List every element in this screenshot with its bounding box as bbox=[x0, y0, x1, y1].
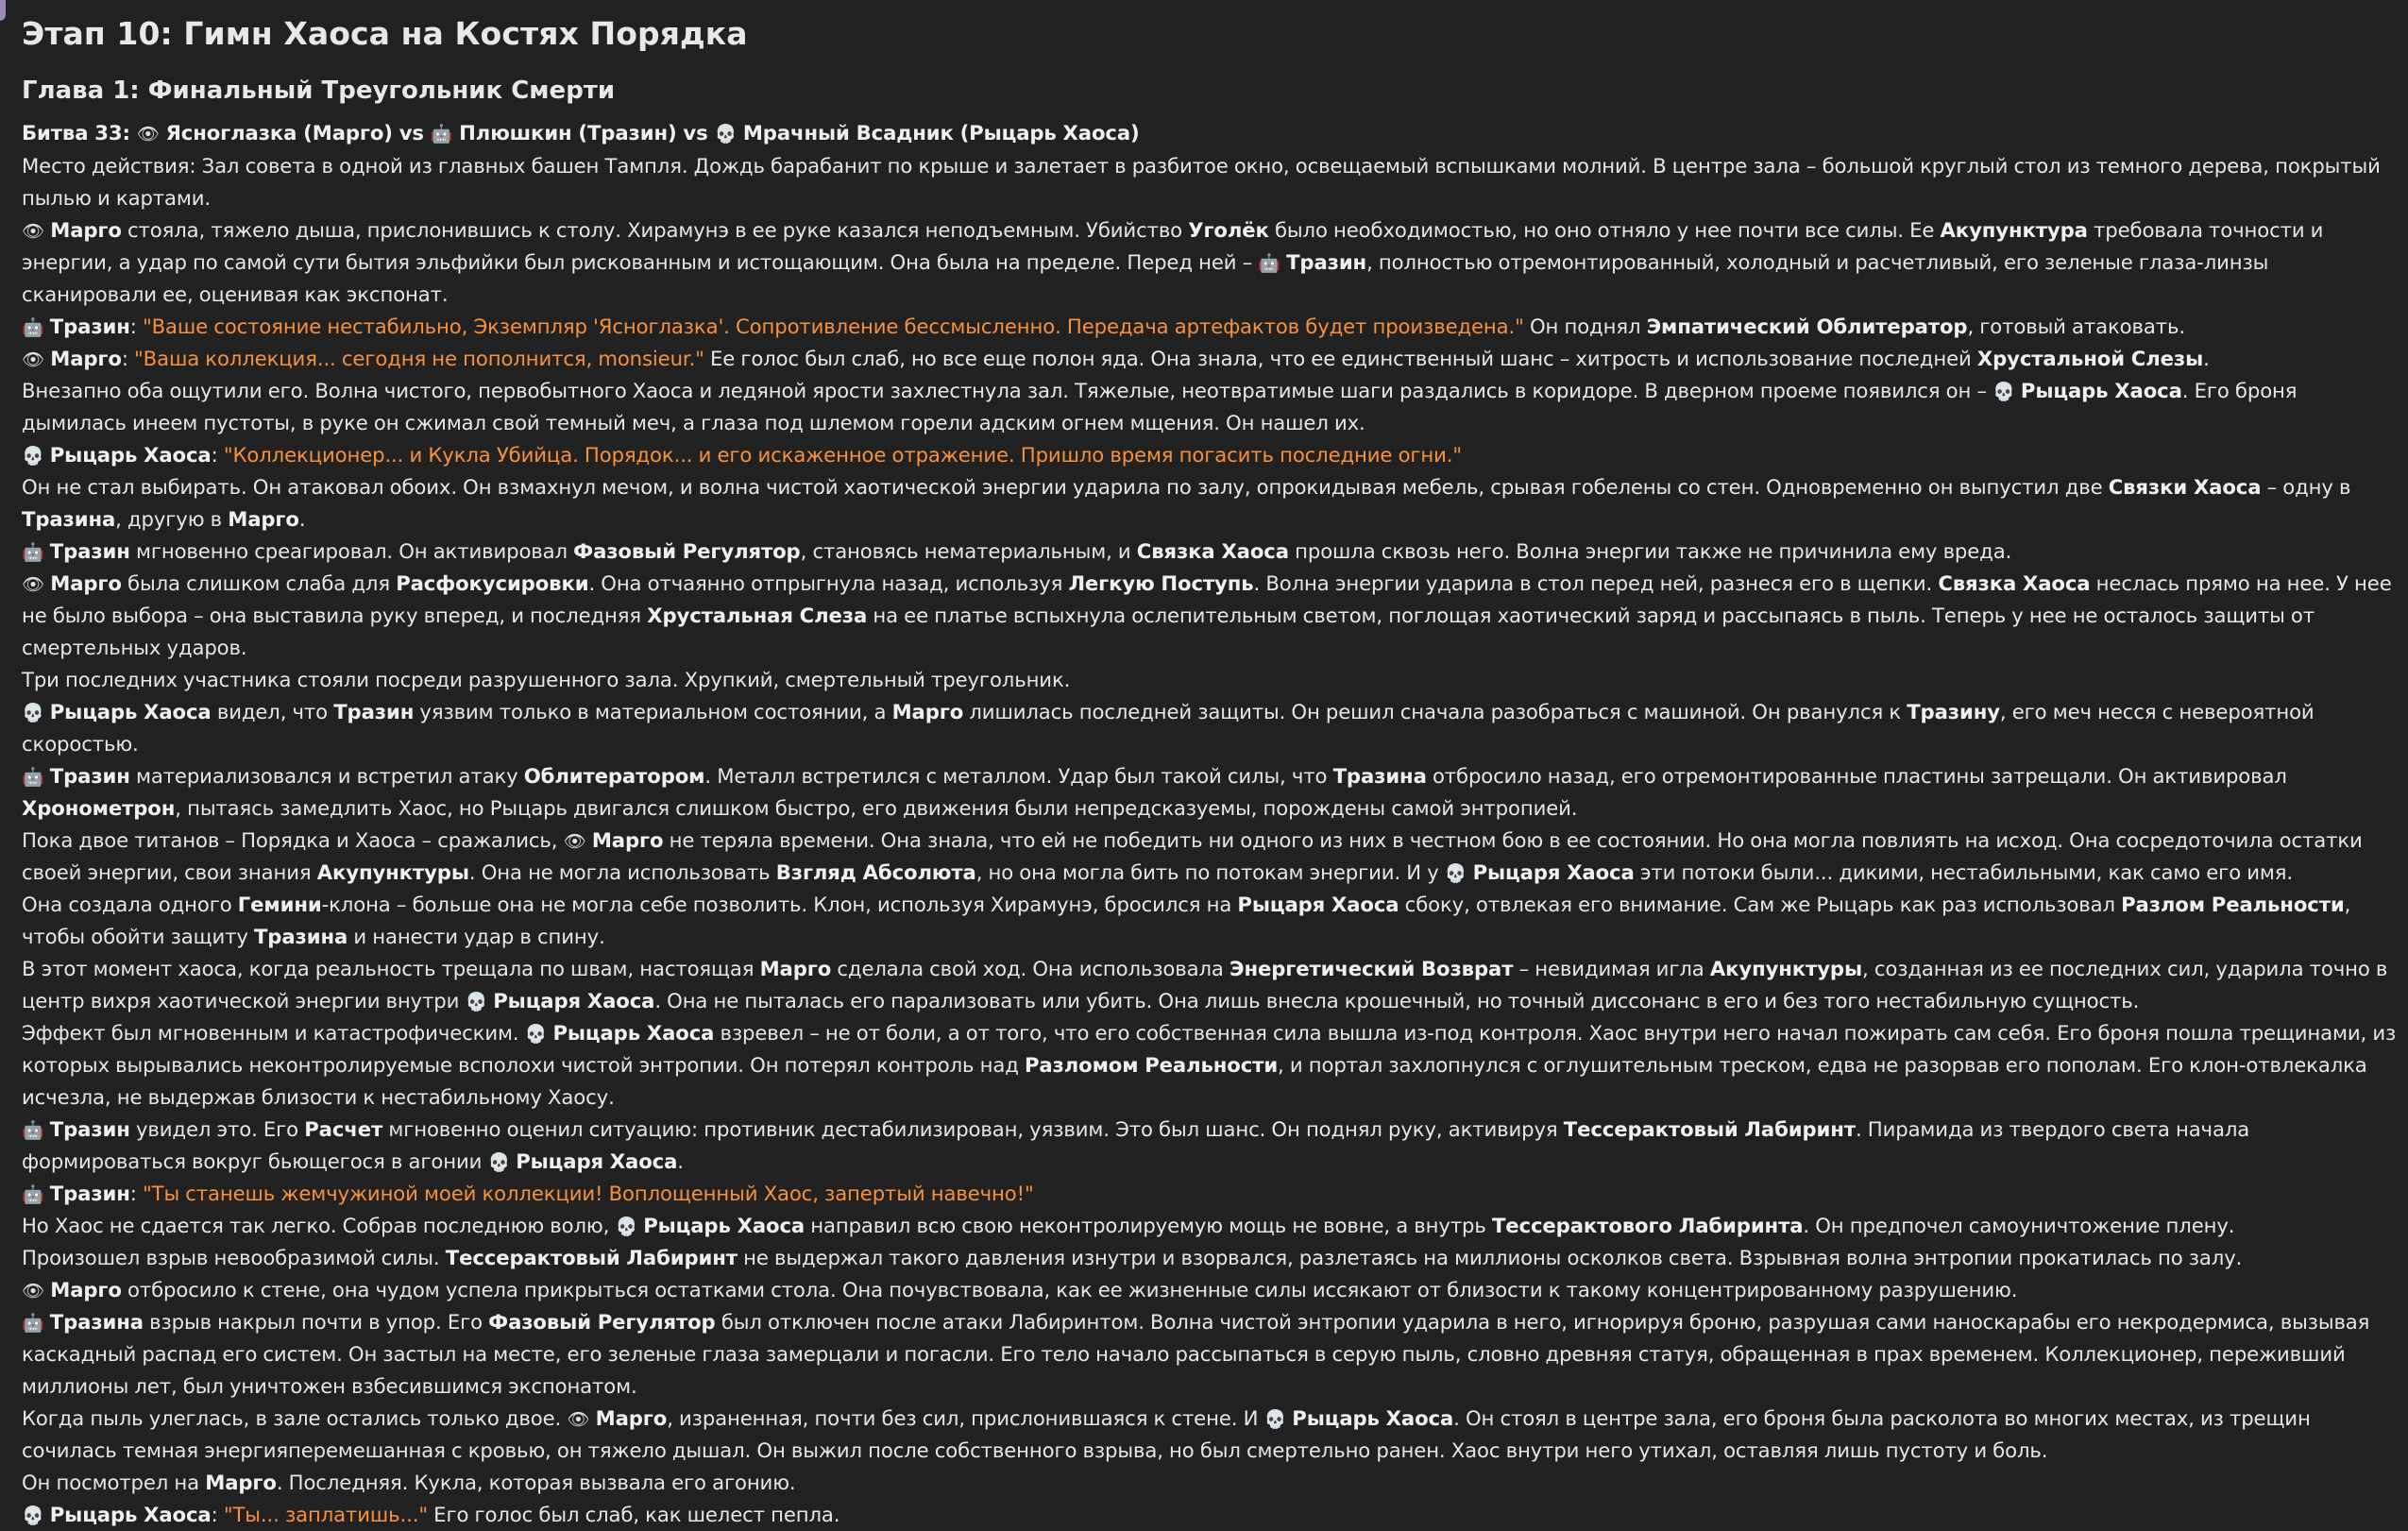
story-paragraph bbox=[22, 696, 2403, 760]
emphasis-text: Рыцарь Хаоса bbox=[552, 1021, 715, 1045]
narrative-text: материализовался и встретил атаку bbox=[129, 764, 524, 788]
story-paragraph bbox=[22, 1499, 2403, 1531]
emphasis-text: Тразина bbox=[49, 1310, 144, 1334]
eye-icon: 👁 bbox=[136, 124, 160, 145]
narrative-text: Внезапно оба ощутили его. Волна чистого, первобытного Хаоса и ледяной ярости захлестнула зал. Тяжелые, неотвратимые шаги раздались в коридоре. В дверном проеме появился он – bbox=[22, 379, 1993, 402]
emphasis-text: Рыцаря Хаоса bbox=[1472, 860, 1635, 884]
emphasis-text: Рыцарь Хаоса bbox=[2020, 379, 2182, 402]
emphasis-text: Тразин bbox=[49, 764, 130, 788]
emphasis-text: Акупунктура bbox=[1940, 218, 2088, 242]
emphasis-text: Рыцарь Хаоса bbox=[49, 1503, 212, 1526]
narrative-text: , другую в bbox=[115, 507, 229, 531]
eye-icon: 👁 bbox=[567, 1409, 590, 1430]
narrative-text: Ее голос был слаб, но все еще полон яда. Она знала, что ее единственный шанс – хитрость и использование последней bbox=[704, 347, 1977, 370]
narrative-text: отбросило назад, его отремонтированные пластины затрещали. Он активировал bbox=[1426, 764, 2287, 788]
skull-icon: 💀 bbox=[22, 1505, 44, 1526]
robot-icon: 🤖 bbox=[22, 542, 44, 563]
narrative-text: уязвим только в материальном состоянии, а bbox=[414, 700, 892, 723]
narrative-text: эти потоки были... дикими, нестабильными, как само его имя. bbox=[1634, 860, 2294, 884]
emphasis-text: Расчет bbox=[304, 1117, 383, 1141]
emphasis-text: Тессерактового Лабиринта bbox=[1491, 1214, 1804, 1237]
story-paragraph bbox=[22, 825, 2403, 889]
dialogue-quote: "Коллекционер... и Кукла Убийца. Порядок... и его искаженное отражение. Пришло время погасить последние огни." bbox=[223, 443, 1463, 467]
narrative-text: взревел – не от боли, а от того, что его собственная сила вышла из-под контроля. Хаос внутри него начал пожирать сам себя. Его броня пошла трещинами, из которых вырывались неконтролируемые всполохи чистой энтропии. Он потерял контроль над bbox=[22, 1021, 2397, 1077]
narrative-text: и нанести удар в спину. bbox=[348, 925, 605, 948]
robot-icon: 🤖 bbox=[430, 124, 453, 145]
emphasis-text: Мрачный Всадник (Рыцарь Хаоса) bbox=[736, 121, 1140, 145]
eye-icon: 👁 bbox=[22, 574, 45, 595]
narrative-text: Пока двое титанов – Порядка и Хаоса – сражались, bbox=[22, 828, 564, 852]
narrative-text: неслась прямо на нее. У нее не было выбора – она выставила руку вперед, и последняя bbox=[22, 571, 2392, 627]
narrative-text: . Она отчаянно отпрыгнула назад, используя bbox=[588, 571, 1069, 595]
emphasis-text: Хрустальной Слезы bbox=[1976, 347, 2204, 370]
emphasis-text: Энергетический Возврат bbox=[1229, 957, 1514, 980]
eye-icon: 👁 bbox=[22, 349, 45, 370]
narrative-text: мгновенно среагировал. Он активировал bbox=[129, 539, 574, 563]
emphasis-text: Тессерактовый Лабиринт bbox=[1563, 1117, 1856, 1141]
emphasis-text: Хронометрон bbox=[22, 796, 176, 820]
emphasis-text: Рыцаря Хаоса bbox=[516, 1149, 678, 1173]
emphasis-text: Фазовый Регулятор bbox=[573, 539, 801, 563]
narrative-text: , готовый атаковать. bbox=[1967, 315, 2185, 338]
emphasis-text: Акупунктуры bbox=[1709, 957, 1862, 980]
dialogue-quote: "Ваше состояние нестабильно, Экземпляр 'Ясноглазка'. Сопротивление бессмысленно. Передача артефактов будет произведена." bbox=[143, 315, 1524, 338]
story-paragraph bbox=[22, 439, 2403, 471]
narrative-text: не выдержал такого давления изнутри и взорвался, разлетаясь на миллионы осколков света. Взрывная волна энтропии прокатилась по залу. bbox=[737, 1246, 2243, 1269]
emphasis-text: Тразин bbox=[1286, 250, 1367, 274]
narrative-text: : bbox=[211, 1503, 224, 1526]
story-paragraph bbox=[22, 1210, 2403, 1242]
emphasis-text: Марго bbox=[50, 218, 122, 242]
emphasis-text: Хрустальная Слеза bbox=[647, 604, 868, 627]
narrative-text: на ее платье вспыхнула ослепительным светом, поглощая хаотический заряд и рассыпаясь в пыль. Теперь у нее не осталось защиты от смертельных ударов. bbox=[22, 604, 2315, 659]
narrative-text: , но она могла бить по потокам энергии. И у bbox=[975, 860, 1445, 884]
emphasis-text: Битва 33: bbox=[22, 121, 137, 145]
story-paragraph bbox=[22, 471, 2403, 536]
narrative-text: отбросило к стене, она чудом успела прикрыться остатками стола. Она почувствовала, как ее жизненные силы иссякают от близости к такому концентрированному разрушению. bbox=[121, 1278, 2018, 1301]
narrative-text: . Волна энергии ударила в стол перед ней, разнеся его в щепки. bbox=[1253, 571, 1939, 595]
story-paragraph bbox=[22, 375, 2403, 439]
narrative-text: сбоку, отвлекая его внимание. Сам же Рыцарь как раз использовал bbox=[1399, 893, 2122, 916]
story-paragraph bbox=[22, 1017, 2403, 1114]
narrative-text: Но Хаос не сдается так легко. Собрав последнюю волю, bbox=[22, 1214, 616, 1237]
emphasis-text: Тразину bbox=[1907, 700, 2000, 723]
emphasis-text: Связка Хаоса bbox=[1136, 539, 1289, 563]
story-paragraph bbox=[22, 1114, 2403, 1178]
narrative-text: . Она не могла использовать bbox=[468, 860, 776, 884]
story-paragraph bbox=[22, 311, 2403, 343]
narrative-text: взрыв накрыл почти в упор. Его bbox=[143, 1310, 489, 1334]
emphasis-text: Марго bbox=[759, 957, 832, 980]
emphasis-text: Марго bbox=[50, 347, 122, 370]
skull-icon: 💀 bbox=[524, 1024, 548, 1045]
narrative-text: направил всю свою неконтролируемую мощь не вовне, а внутрь bbox=[805, 1214, 1492, 1237]
narrative-text: : bbox=[121, 347, 135, 370]
dialogue-quote: "Ваша коллекция... сегодня не пополнится, monsieur." bbox=[134, 347, 704, 370]
emphasis-text: Гемини bbox=[237, 893, 322, 916]
emphasis-text: Марго bbox=[228, 507, 299, 531]
emphasis-text: Марго bbox=[891, 700, 964, 723]
scrollbar-thumb[interactable] bbox=[0, 0, 6, 21]
narrative-text: Он посмотрел на bbox=[22, 1471, 206, 1494]
narrative-text: мгновенно оценил ситуацию: противник дестабилизирован, уязвим. Это был шанс. Он поднял руку, активируя bbox=[382, 1117, 1564, 1141]
story-paragraph bbox=[22, 664, 2403, 696]
emphasis-text: Тразина bbox=[1332, 764, 1427, 788]
narrative-text: была слишком слаба для bbox=[121, 571, 397, 595]
robot-icon: 🤖 bbox=[22, 1184, 44, 1205]
narrative-text: лишилась последней защиты. Он решил сначала разобраться с машиной. Он рванулся к bbox=[963, 700, 1908, 723]
story-paragraph bbox=[22, 568, 2403, 664]
narrative-text: : bbox=[211, 443, 224, 467]
story-paragraph bbox=[22, 150, 2403, 214]
eye-icon: 👁 bbox=[22, 221, 45, 242]
robot-icon: 🤖 bbox=[22, 767, 44, 788]
story-paragraph bbox=[22, 953, 2403, 1017]
story-paragraph bbox=[22, 536, 2403, 568]
narrative-text: , чтобы обойти защиту bbox=[22, 893, 2351, 948]
skull-icon: 💀 bbox=[487, 1152, 511, 1173]
narrative-text: . Он предпочел самоуничтожение плену. bbox=[1803, 1214, 2235, 1237]
narrative-text: . bbox=[2203, 347, 2210, 370]
emphasis-text: Акупунктуры bbox=[316, 860, 469, 884]
battle-heading bbox=[22, 117, 2403, 149]
narrative-text: стояла, тяжело дыша, прислонившись к столу. Хирамунэ в ее руке казался неподъемным. Убийство bbox=[121, 218, 1189, 242]
emphasis-text: Марго bbox=[50, 571, 122, 595]
narrative-text: видел, что bbox=[211, 700, 334, 723]
robot-icon: 🤖 bbox=[22, 317, 44, 338]
emphasis-text: Фазовый Регулятор bbox=[488, 1310, 716, 1334]
emphasis-text: Разлом Реальности bbox=[2121, 893, 2345, 916]
emphasis-text: Рыцаря Хаоса bbox=[493, 989, 655, 1012]
narrative-text: , полностью отремонтированный, холодный и расчетливый, его зеленые глаза-линзы сканировали ее, оценивая как экспонат. bbox=[22, 250, 2269, 306]
story-paragraph bbox=[22, 214, 2403, 311]
page-title: Этап 10: Гимн Хаоса на Костях Порядка bbox=[22, 15, 748, 52]
narrative-text: Она создала одного bbox=[22, 893, 238, 916]
emphasis-text: Разломом Реальности bbox=[1024, 1053, 1279, 1077]
robot-icon: 🤖 bbox=[22, 1120, 44, 1141]
story-paragraph bbox=[22, 343, 2403, 375]
narrative-text: Он не стал выбирать. Он атаковал обоих. Он взмахнул мечом, и волна чистой хаотической энергии ударила по залу, опрокидывая мебель, срывая гобелены со стен. Одновременно он выпустил две bbox=[22, 475, 2109, 499]
narrative-text: , становясь нематериальным, и bbox=[800, 539, 1137, 563]
narrative-text: Его голос был слаб, как шелест пепла. bbox=[427, 1503, 840, 1526]
skull-icon: 💀 bbox=[22, 446, 44, 467]
narrative-text: . Его броня дымилась инеем пустоты, в руке он сжимал свой темный меч, а глаза под шлемом горели адским огнем мщения. Он нашел их. bbox=[22, 379, 2298, 434]
emphasis-text: Взгляд Абсолюта bbox=[775, 860, 976, 884]
dialogue-quote: "Ты станешь жемчужиной моей коллекции! Воплощенный Хаос, запертый навечно!" bbox=[143, 1182, 1034, 1205]
dialogue-quote: "Ты... заплатишь..." bbox=[223, 1503, 428, 1526]
narrative-text: было необходимостью, но оно отняло у нее почти все силы. Ее bbox=[1268, 218, 1941, 242]
narrative-text: не теряла времени. Она знала, что ей не победить ни одного из них в честном бою в ее состоянии. Но она могла повлиять на исход. Она сосредоточила остатки своей энергии, свои знания bbox=[22, 828, 2363, 884]
emphasis-text: Связки Хаоса bbox=[2108, 475, 2262, 499]
narrative-text: . Она не пыталась его парализовать или убить. Она лишь внесла крошечный, но точный диссонанс в его и без того нестабильную сущность. bbox=[654, 989, 2140, 1012]
emphasis-text: Марго bbox=[591, 828, 664, 852]
narrative-text: , израненная, почти без сил, прислонившаяся к стене. И bbox=[667, 1406, 1264, 1430]
emphasis-text: Тразин bbox=[49, 1182, 130, 1205]
narrative-text: . bbox=[677, 1149, 684, 1173]
emphasis-text: Связка Хаоса bbox=[1938, 571, 2091, 595]
story-paragraph bbox=[22, 1178, 2403, 1210]
narrative-text: требовала точности и энергии, а удар по самой сути бытия эльфийки был рискованным и истощающим. Она была на пределе. Перед ней – bbox=[22, 218, 2324, 274]
narrative-text: . Пирамида из твердого света начала формироваться вокруг бьющегося в агонии bbox=[22, 1117, 2250, 1173]
emphasis-text: Ясноглазка (Марго) vs bbox=[159, 121, 431, 145]
story-paragraph bbox=[22, 1306, 2403, 1403]
emphasis-text: Рыцарь Хаоса bbox=[643, 1214, 805, 1237]
robot-icon: 🤖 bbox=[22, 1313, 44, 1334]
story-paragraph bbox=[22, 1242, 2403, 1274]
emphasis-text: Тразин bbox=[49, 315, 130, 338]
emphasis-text: Рыцарь Хаоса bbox=[1292, 1406, 1454, 1430]
narrative-text: . Он стоял в центре зала, его броня была расколота во многих местах, из трещин сочилась темная энергияперемешанная с кровью, он тяжело дышал. Он выжил после собственного взрыва, но был смертельно ранен. Хаос внутри него утихал, оставляя лишь пустоту и боль. bbox=[22, 1406, 2311, 1462]
skull-icon: 💀 bbox=[1263, 1409, 1287, 1430]
narrative-text: Он поднял bbox=[1523, 315, 1647, 338]
skull-icon: 💀 bbox=[615, 1216, 637, 1237]
story-paragraph bbox=[22, 1467, 2403, 1499]
narrative-text: , созданная из ее последних сил, ударила точно в центр вихря хаотической энергии внутри bbox=[22, 957, 2388, 1012]
narrative-text: В этот момент хаоса, когда реальность трещала по швам, настоящая bbox=[22, 957, 760, 980]
emphasis-text: Тразина bbox=[253, 925, 348, 948]
skull-icon: 💀 bbox=[22, 703, 44, 723]
skull-icon: 💀 bbox=[1444, 863, 1467, 884]
narrative-text: Когда пыль улеглась, в зале остались только двое. bbox=[22, 1406, 568, 1430]
emphasis-text: Облитератором bbox=[523, 764, 705, 788]
skull-icon: 💀 bbox=[465, 992, 488, 1012]
narrative-text: . Металл встретился с металлом. Удар был такой силы, что bbox=[704, 764, 1333, 788]
narrative-text: Место действия: Зал совета в одной из главных башен Тампля. Дождь барабанит по крыше и залетает в разбитое окно, освещаемый вспышками молний. В центре зала – большой круглый стол из темного дерева, покрытый пылью и картами. bbox=[22, 154, 2381, 210]
emphasis-text: Тразин bbox=[333, 700, 415, 723]
narrative-text: : bbox=[129, 315, 143, 338]
narrative-text: , и портал захлопнулся с оглушительным треском, едва не разорвав его пополам. Его клон-отвлекалка исчезла, не выдержав близости к нестабильному Хаосу. bbox=[22, 1053, 2367, 1109]
story-paragraph bbox=[22, 1403, 2403, 1467]
narrative-text: , его меч несся с невероятной скоростью. bbox=[22, 700, 2315, 756]
narrative-text: Три последних участника стояли посреди разрушенного зала. Хрупкий, смертельный треугольник. bbox=[22, 668, 1071, 691]
eye-icon: 👁 bbox=[22, 1281, 45, 1301]
story-paragraph bbox=[22, 760, 2403, 825]
narrative-text: – невидимая игла bbox=[1513, 957, 1710, 980]
narrative-text: -клона – больше она не могла себе позволить. Клон, используя Хирамунэ, бросился на bbox=[321, 893, 1238, 916]
emphasis-text: Марго bbox=[205, 1471, 277, 1494]
emphasis-text: Расфокусировки bbox=[396, 571, 589, 595]
emphasis-text: Легкую Поступь bbox=[1068, 571, 1254, 595]
robot-icon: 🤖 bbox=[1258, 253, 1280, 274]
emphasis-text: Тессерактовый Лабиринт bbox=[445, 1246, 738, 1269]
narrative-text: сделала свой ход. Она использовала bbox=[831, 957, 1230, 980]
emphasis-text: Марго bbox=[595, 1406, 668, 1430]
narrative-text: увидел это. Его bbox=[129, 1117, 305, 1141]
emphasis-text: Рыцаря Хаоса bbox=[1237, 893, 1399, 916]
emphasis-text: Эмпатический Облитератор bbox=[1646, 315, 1968, 338]
story-paragraph bbox=[22, 889, 2403, 953]
emphasis-text: Тразина bbox=[22, 507, 116, 531]
narrative-text: Эффект был мгновенным и катастрофическим. bbox=[22, 1021, 525, 1045]
narrative-text: был отключен после атаки Лабиринтом. Волна чистой энтропии ударила в него, игнорируя броню, разрушая сами наноскарабы его некродермиса, вызывая каскадный распад его систем. Он застыл на месте, его зеленые глаза замерцали и погасли. Его тело начало рассыпаться в серую пыль, словно древняя статуя, обращенная в прах временем. Коллекционер, переживший миллионы лет, был уничтожен взбесившимся экспонатом. bbox=[22, 1310, 2370, 1398]
story-paragraph bbox=[22, 1274, 2403, 1306]
narrative-text: : bbox=[129, 1182, 143, 1205]
narrative-text: , пытаясь замедлить Хаос, но Рыцарь двигался слишком быстро, его движения были непредсказуемы, порождены самой энтропией. bbox=[175, 796, 1578, 820]
narrative-text: прошла сквозь него. Волна энергии также не причинила ему вреда. bbox=[1288, 539, 2012, 563]
chapter-heading: Глава 1: Финальный Треугольник Смерти bbox=[22, 77, 616, 105]
narrative-text: . Последняя. Кукла, которая вызвала его агонию. bbox=[276, 1471, 796, 1494]
emphasis-text: Рыцарь Хаоса bbox=[49, 700, 212, 723]
skull-icon: 💀 bbox=[1993, 382, 2015, 402]
skull-icon: 💀 bbox=[714, 124, 737, 145]
emphasis-text: Марго bbox=[50, 1278, 122, 1301]
eye-icon: 👁 bbox=[563, 831, 586, 852]
emphasis-text: Тразин bbox=[49, 1117, 130, 1141]
document bbox=[22, 0, 2403, 1531]
story-body bbox=[22, 117, 2403, 1531]
narrative-text: Произошел взрыв невообразимой силы. bbox=[22, 1246, 446, 1269]
emphasis-text: Плюшкин (Тразин) vs bbox=[452, 121, 715, 145]
emphasis-text: Тразин bbox=[49, 539, 130, 563]
emphasis-text: Уголёк bbox=[1188, 218, 1269, 242]
narrative-text: – одну в bbox=[2261, 475, 2351, 499]
narrative-text: . bbox=[298, 507, 306, 531]
emphasis-text: Рыцарь Хаоса bbox=[49, 443, 212, 467]
